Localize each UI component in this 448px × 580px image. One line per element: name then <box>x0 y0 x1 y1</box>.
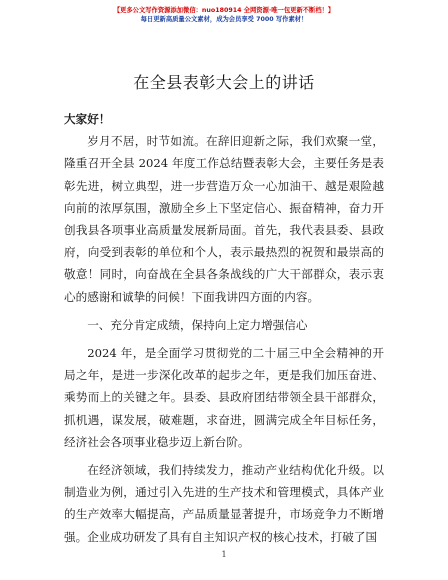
paragraph-2024-summary: 2024 年，是全面学习贯彻党的二十届三中全会精神的开局之年，是进一步深化改革的起步之年，更是我们加压奋进、乘势而上的关键之年。县委、县政府团结带领全县干部群众，抓机遇，谋发展，破难题，求奋进，圆满完成全年目标任务，经济社会各项事业稳步迈上新台阶。 <box>64 346 384 449</box>
document-title: 在全县表彰大会上的讲话 <box>133 73 315 92</box>
promo-banner <box>0 6 448 24</box>
salutation: 大家好！ <box>64 112 111 126</box>
promo-banner-line-2: 每日更新高质量公文素材，成为会员享受 7000 写作素材！ <box>140 16 308 23</box>
paragraph-intro: 岁月不居，时节如流。在辞旧迎新之际，我们欢聚一堂，隆重召开全县 2024 年度工作总结暨表彰大会，主要任务是表彰先进，树立典型，进一步营造万众一心加油干、越是艰险越向前的浓厚氛围，激励全乡上下坚定信心、振奋精神，奋力开创我县各项事业高质量发展新局面。首先，我代表县委、县政府，向受到表彰的单位和个人，表示最热烈的祝贺和最崇高的敬意！同时，向奋战在全县各条战线的广大干部群众，表示衷心的感谢和诚挚的问候！下面我讲四方面的内容。 <box>64 134 384 304</box>
promo-banner-line-1: 【更多公文写作资源添加微信：nuo180914 全网资源·唯一包更新不断档！】 <box>113 7 335 14</box>
document-body <box>64 108 384 554</box>
section-heading-1: 一、充分肯定成绩，保持向上定力增强信心 <box>87 317 308 332</box>
page-number: 1 <box>221 550 227 559</box>
paragraph-economy: 在经济领域，我们持续发力，推动产业结构优化升级。以制造业为例，通过引入先进的生产技术和管理模式，具体产业的生产效率大幅提高，产品质量显著提升，市场竞争力不断增强。企业成功研发了具有自主知识产权的核心技术，打破了国 <box>64 463 384 544</box>
